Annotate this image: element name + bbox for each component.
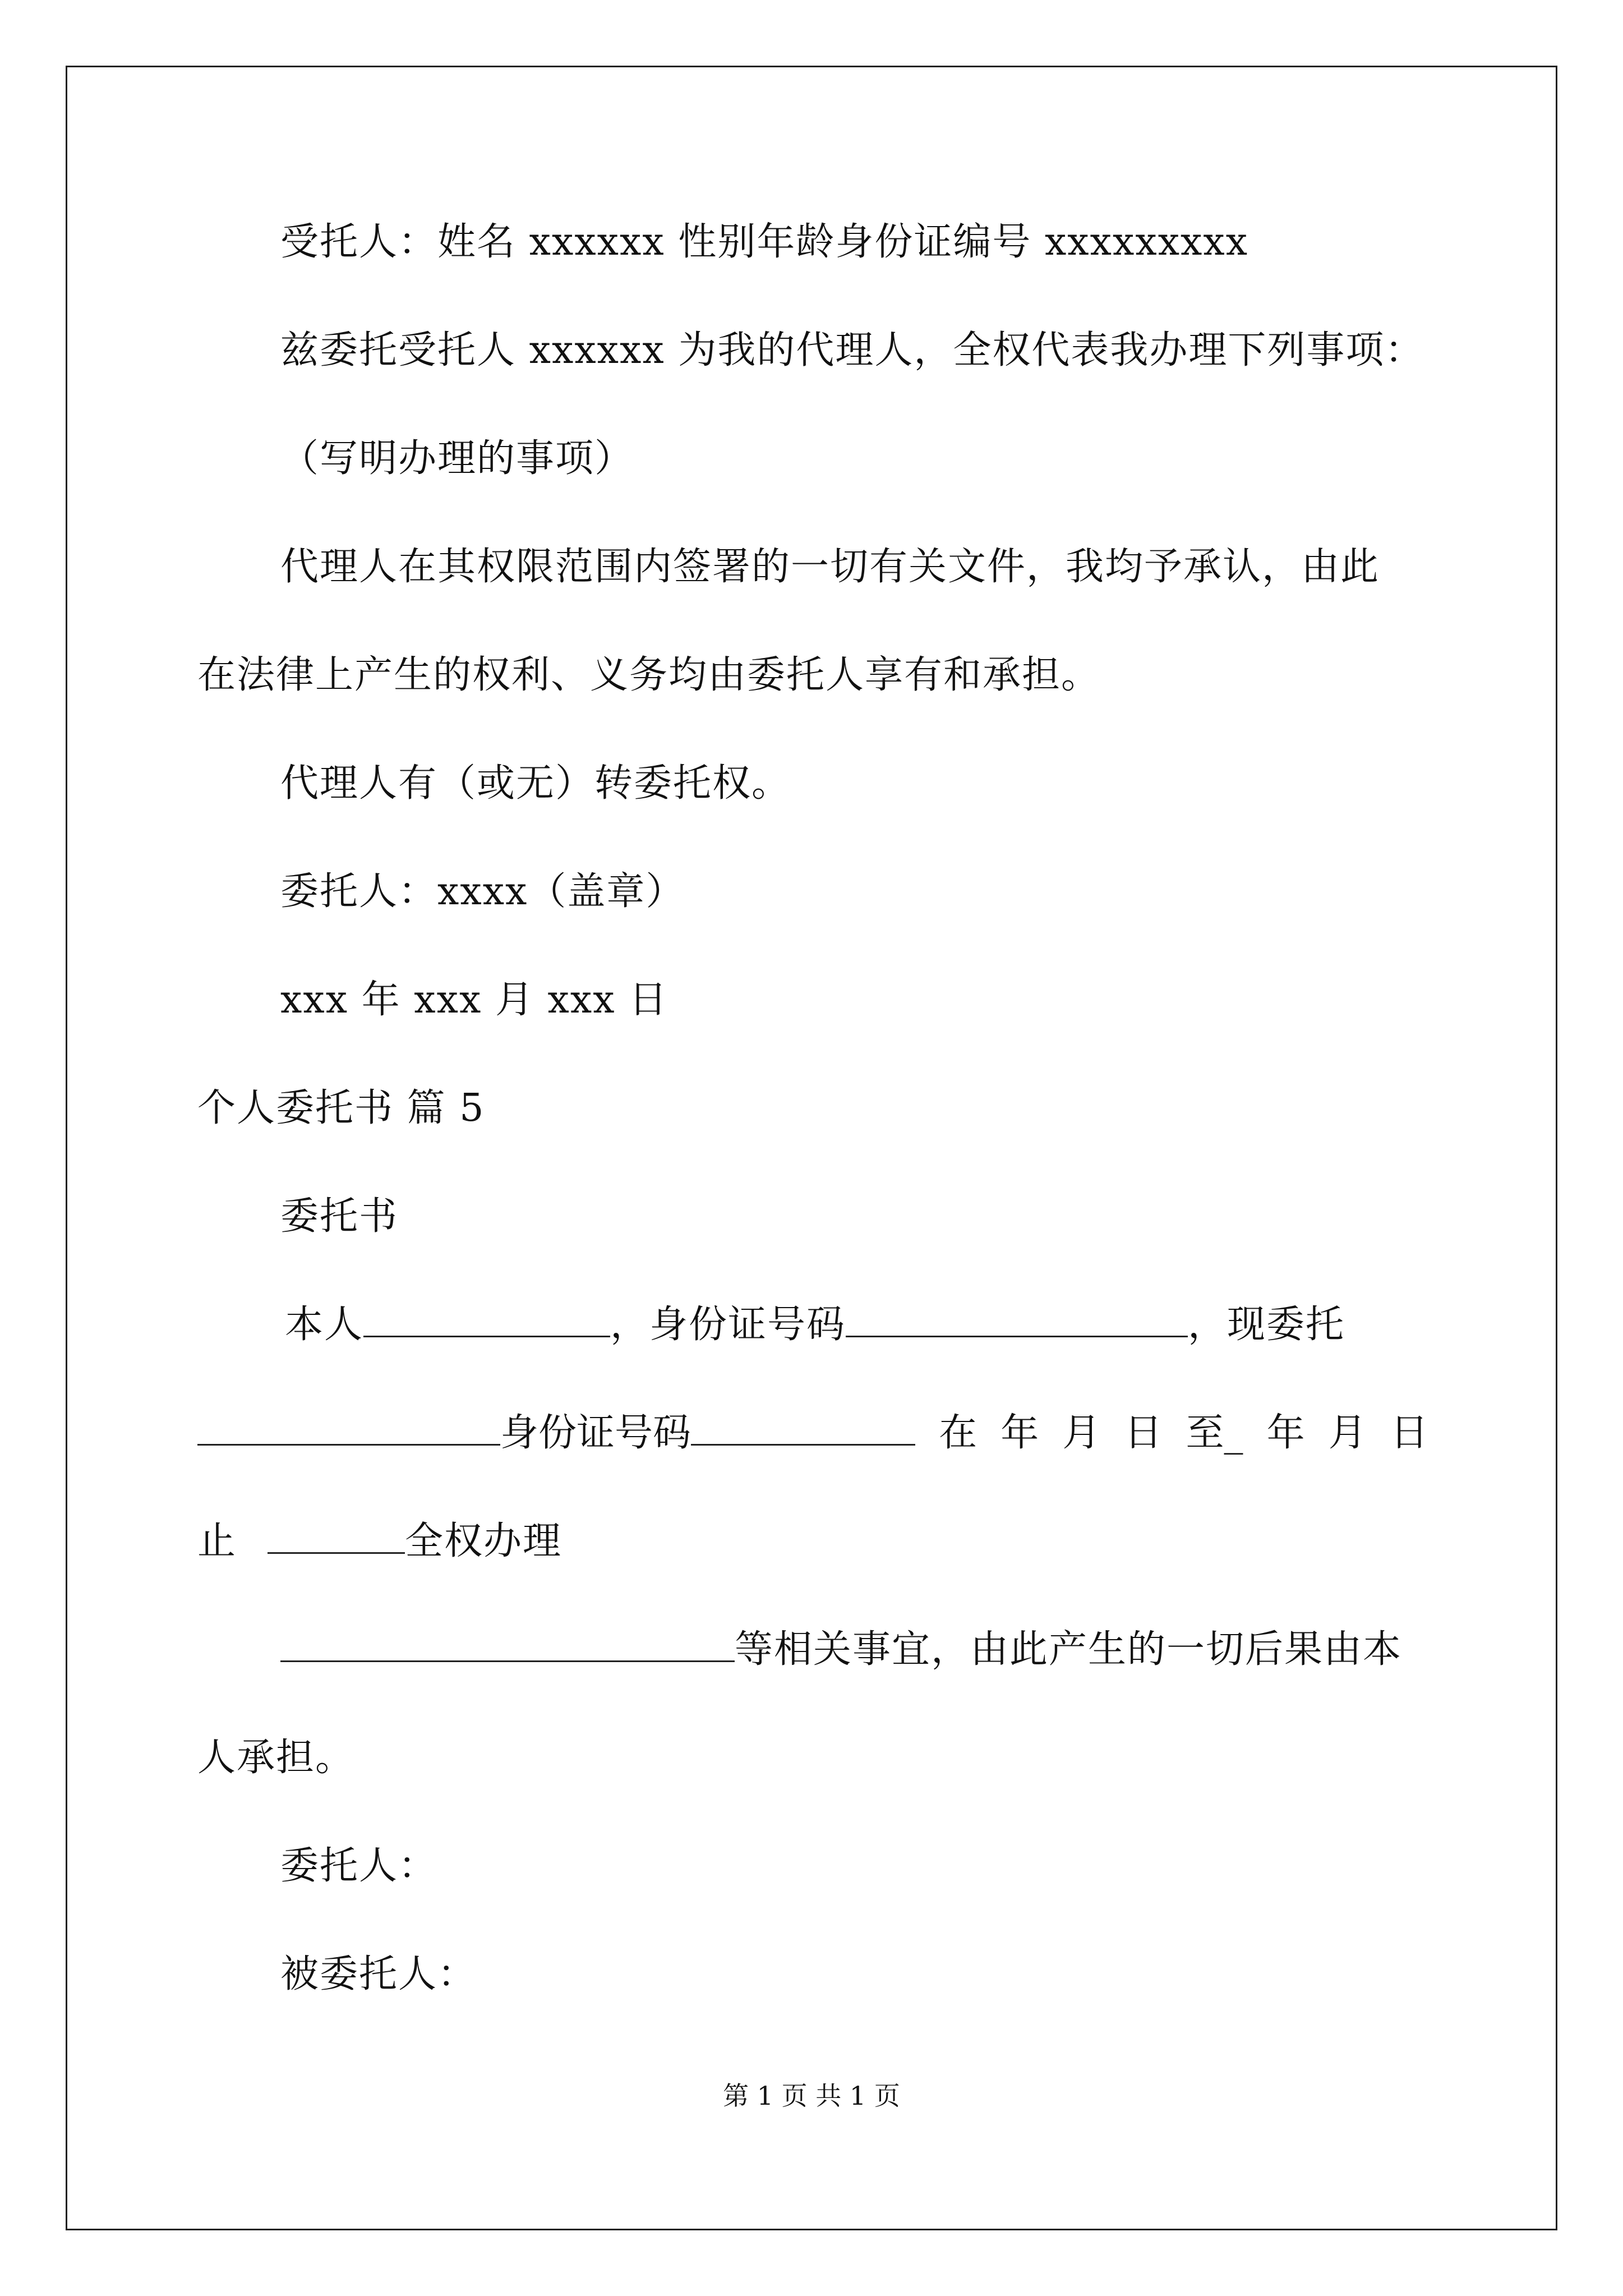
form-text-related-matters: 等相关事宜，由此产生的一切后果由本: [735, 1627, 1403, 1672]
form-text-self: 本人: [285, 1303, 364, 1347]
form-text-until: 至_: [1186, 1411, 1243, 1455]
client-seal-line: 委托人：xxxx（盖章）: [280, 869, 685, 914]
form-row-3: [197, 1516, 562, 1567]
form-text-end: 止: [197, 1519, 237, 1563]
agent-signature-label: 被委托人：: [280, 1952, 477, 1996]
form-row-2: [197, 1408, 1428, 1458]
matter-blank-short: [268, 1521, 405, 1554]
form-text-at: 在: [939, 1411, 978, 1455]
form-text-entrust: ，现委托: [1188, 1303, 1345, 1347]
matter-blank-long: [280, 1629, 735, 1662]
recognition-line-2: 在法律上产生的权利、义务均由委托人享有和承担。: [197, 653, 1101, 697]
form-title: 委托书: [280, 1194, 399, 1239]
form-text-full-authority: 全权办理: [405, 1519, 562, 1563]
form-row-4: [280, 1625, 1402, 1675]
trustee-info-line: 受托人：姓名 xxxxxx 性别年龄身份证编号 xxxxxxxxx: [280, 220, 1249, 264]
form-row-5: 人承担。: [197, 1736, 355, 1780]
agent-name-blank: [197, 1412, 500, 1446]
form-text-id-number: ，身份证号码: [610, 1303, 846, 1347]
page-border: [66, 66, 1557, 2230]
form-text-month-1: 月: [1062, 1411, 1101, 1455]
page-footer: 第 1 页 共 1 页: [723, 2081, 900, 2111]
form-text-day-1: 日: [1124, 1411, 1163, 1455]
form-text-year-1: 年: [1000, 1411, 1039, 1455]
agent-id-blank: [691, 1412, 915, 1446]
id-number-blank: [846, 1304, 1188, 1337]
form-text-day-2: 日: [1390, 1411, 1428, 1455]
sub-delegation-line: 代理人有（或无）转委托权。: [280, 761, 791, 806]
recognition-line-1: 代理人在其权限范围内签署的一切有关文件，我均予承认，由此: [280, 545, 1380, 589]
section-title: 个人委托书 篇 5: [197, 1086, 485, 1130]
date-line: xxx 年 xxx 月 xxx 日: [280, 978, 668, 1022]
name-blank: [363, 1304, 610, 1337]
form-row-1: [285, 1300, 1345, 1350]
matters-placeholder-line: （写明办理的事项）: [280, 436, 634, 481]
client-signature-label: 委托人：: [280, 1844, 438, 1888]
authorization-line: 兹委托受托人 xxxxxx 为我的代理人，全权代表我办理下列事项：: [280, 328, 1424, 372]
form-text-year-2: 年: [1266, 1411, 1305, 1455]
form-row-2-left: [197, 1408, 915, 1458]
form-text-agent-id: 身份证号码: [500, 1411, 691, 1455]
form-text-month-2: 月: [1328, 1411, 1367, 1455]
